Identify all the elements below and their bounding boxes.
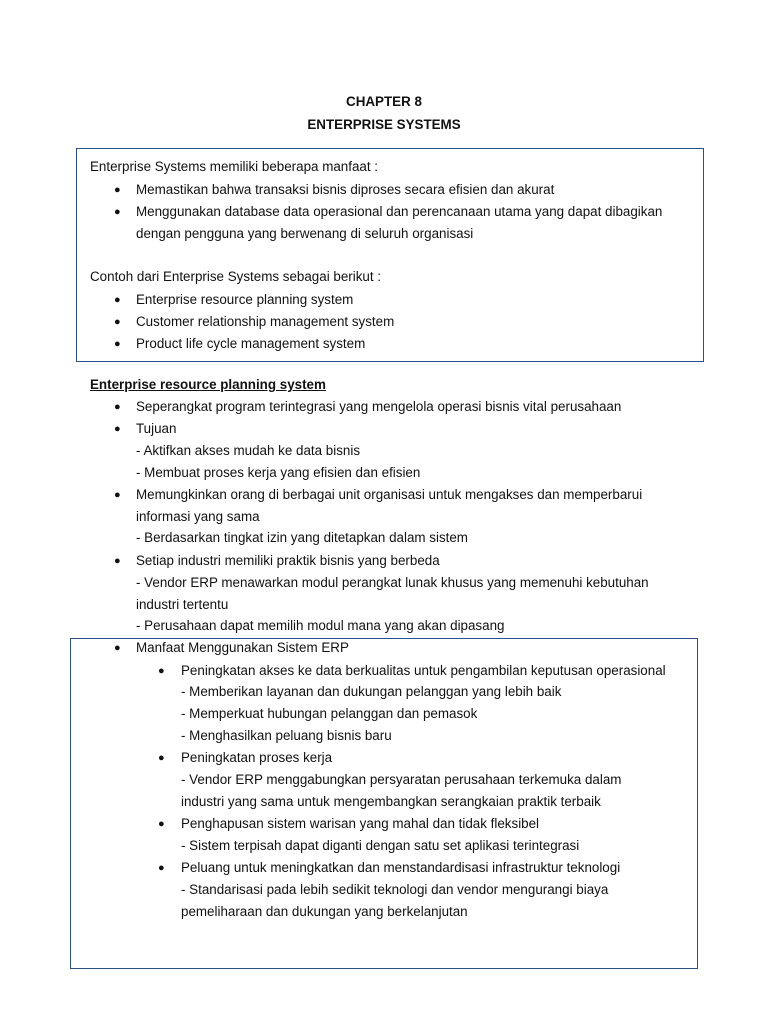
bullet-icon: ●: [158, 818, 165, 830]
benefits-box-heading: Manfaat Menggunakan Sistem ERP: [136, 640, 349, 655]
erp-line-continuation: informasi yang sama: [136, 509, 260, 524]
example-item: Enterprise resource planning system: [136, 292, 354, 307]
bullet-icon: ●: [114, 184, 121, 196]
bullet-icon: ●: [114, 294, 121, 306]
bullet-icon: ●: [114, 423, 121, 435]
erp-subline-continuation: industri tertentu: [136, 597, 229, 612]
bullet-icon: ●: [158, 862, 165, 874]
erp-line: Setiap industri memiliki praktik bisnis yang berbeda: [136, 553, 440, 568]
benefit-subpoint: - Memberikan layanan dan dukungan pelanggan yang lebih baik: [181, 684, 562, 699]
bullet-icon: ●: [114, 316, 121, 328]
benefit-item: Memastikan bahwa transaksi bisnis diproses secara efisien dan akurat: [136, 182, 555, 197]
erp-line: Seperangkat program terintegrasi yang mengelola operasi bisnis vital perusahaan: [136, 399, 622, 414]
benefits-heading: Enterprise Systems memiliki beberapa manfaat :: [90, 159, 379, 174]
benefit-subpoint: - Sistem terpisah dapat diganti dengan satu set aplikasi terintegrasi: [181, 838, 580, 853]
bullet-icon: ●: [158, 665, 165, 677]
chapter-number: CHAPTER 8: [346, 94, 422, 109]
benefit-subpoint: - Menghasilkan peluang bisnis baru: [181, 728, 392, 743]
benefit-subpoint-continuation: industri yang sama untuk mengembangkan serangkaian praktik terbaik: [181, 794, 601, 809]
erp-line: Tujuan: [136, 421, 177, 436]
example-item: Product life cycle management system: [136, 336, 366, 351]
erp-subline: - Vendor ERP menawarkan modul perangkat lunak khusus yang memenuhi kebutuhan: [136, 575, 649, 590]
bullet-icon: ●: [114, 642, 121, 654]
bullet-icon: ●: [114, 489, 121, 501]
benefit-subpoint: - Memperkuat hubungan pelanggan dan pemasok: [181, 706, 478, 721]
erp-subline: - Berdasarkan tingkat izin yang ditetapkan dalam sistem: [136, 530, 468, 545]
erp-subline: - Aktifkan akses mudah ke data bisnis: [136, 443, 361, 458]
bullet-icon: ●: [114, 401, 121, 413]
erp-section-heading: Enterprise resource planning system: [90, 377, 326, 392]
benefit-subpoint: - Standarisasi pada lebih sedikit teknologi dan vendor mengurangi biaya: [181, 882, 609, 897]
erp-subline: - Membuat proses kerja yang efisien dan efisien: [136, 465, 421, 480]
benefit-item: Menggunakan database data operasional dan perencanaan utama yang dapat dibagikan: [136, 204, 663, 219]
bullet-icon: ●: [158, 752, 165, 764]
examples-heading: Contoh dari Enterprise Systems sebagai berikut :: [90, 269, 382, 284]
bullet-icon: ●: [114, 555, 121, 567]
benefit-subpoint-continuation: pemeliharaan dan dukungan yang berkelanjutan: [181, 904, 468, 919]
erp-line: Memungkinkan orang di berbagai unit organisasi untuk mengakses dan memperbarui: [136, 487, 643, 502]
benefit-point: Peningkatan akses ke data berkualitas untuk pengambilan keputusan operasional: [181, 663, 666, 678]
page-title: ENTERPRISE SYSTEMS: [307, 117, 461, 132]
bullet-icon: ●: [114, 206, 121, 218]
erp-subline: - Perusahaan dapat memilih modul mana yang akan dipasang: [136, 618, 505, 633]
bullet-icon: ●: [114, 338, 121, 350]
example-item: Customer relationship management system: [136, 314, 395, 329]
benefit-subpoint: - Vendor ERP menggabungkan persyaratan perusahaan terkemuka dalam: [181, 772, 622, 787]
benefit-point: Penghapusan sistem warisan yang mahal dan tidak fleksibel: [181, 816, 540, 831]
benefit-point: Peningkatan proses kerja: [181, 750, 333, 765]
benefit-point: Peluang untuk meningkatkan dan menstandardisasi infrastruktur teknologi: [181, 860, 621, 875]
benefit-item-continuation: dengan pengguna yang berwenang di seluruh organisasi: [136, 226, 474, 241]
